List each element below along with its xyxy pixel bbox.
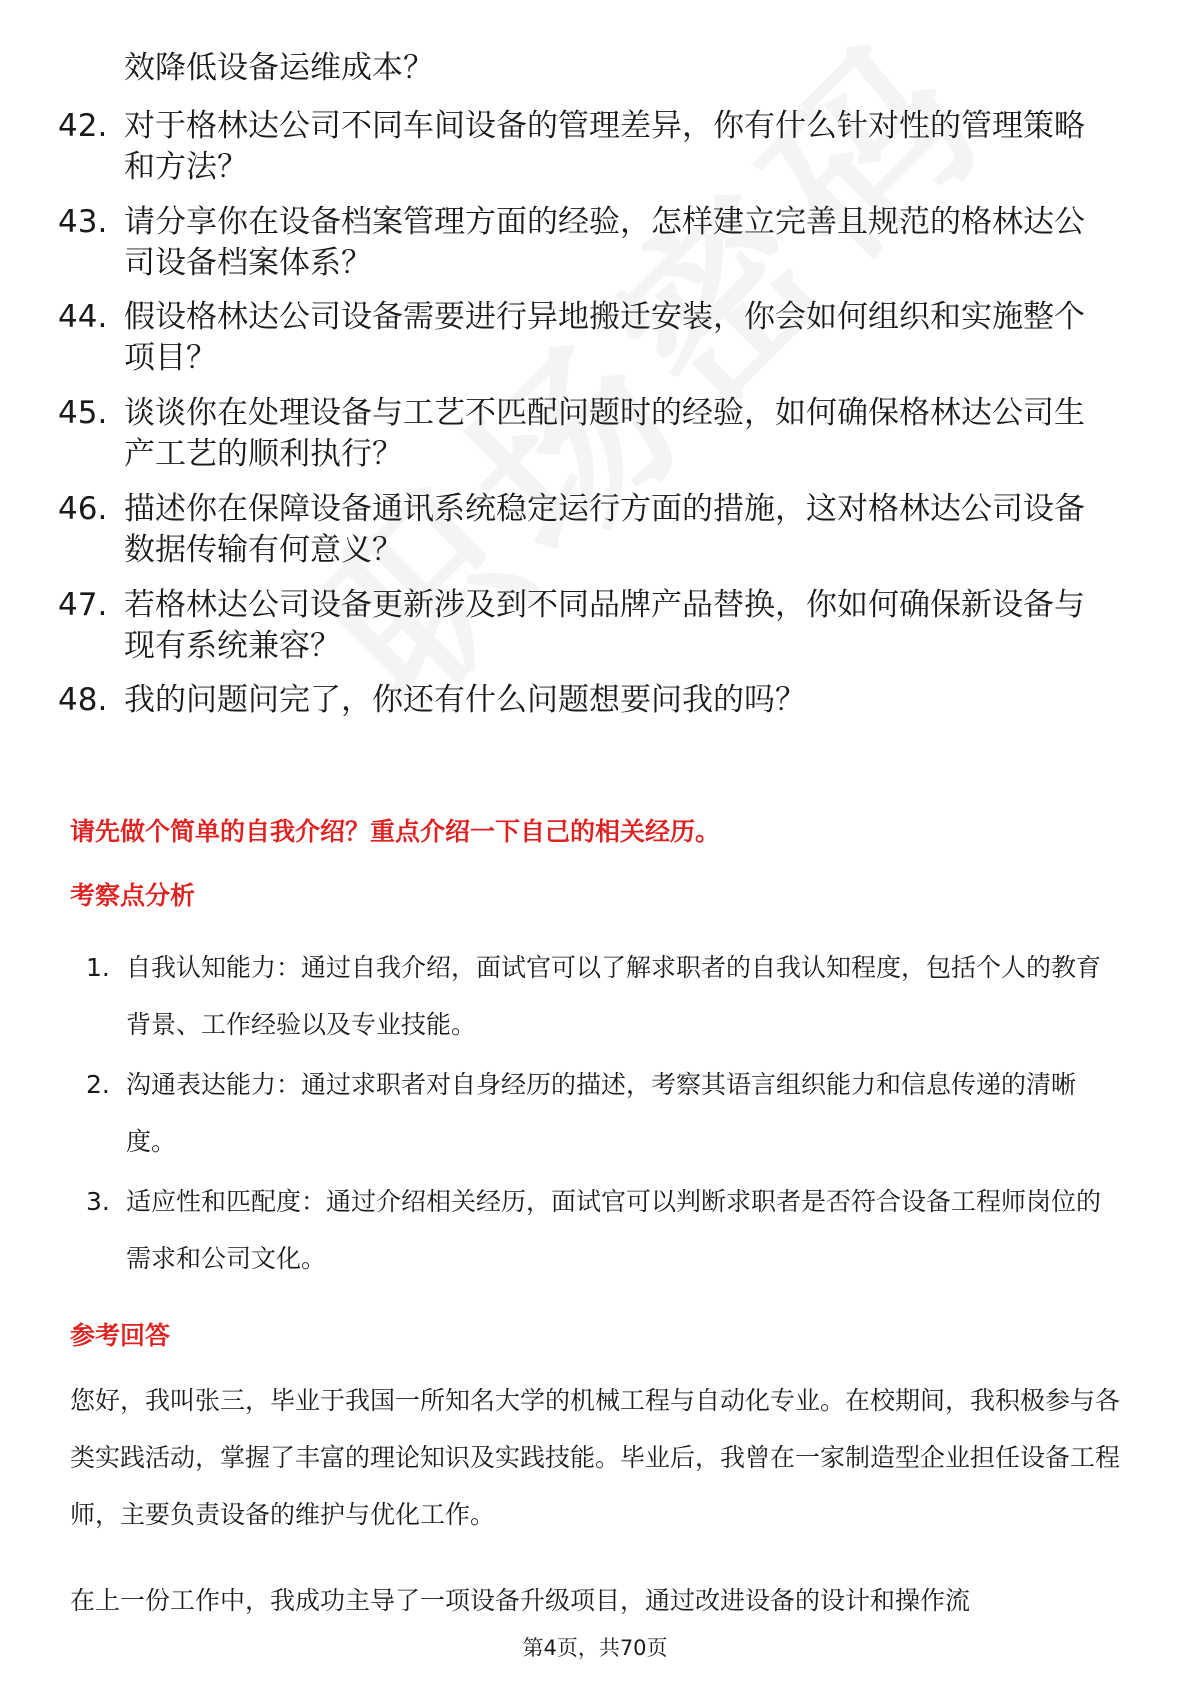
question-number: 48. <box>58 682 108 718</box>
question-item <box>58 106 1108 188</box>
answer-paragraph: 您好，我叫张三，毕业于我国一所知名大学的机械工程与自动化专业。在校期间，我积极参与各类实践活动，掌握了丰富的理论知识及实践技能。毕业后，我曾在一家制造型企业担任设备工程师，主要负责设备的维护与优化工作。 <box>70 1386 1121 1529</box>
question-number: 44. <box>58 299 108 335</box>
question-number: 46. <box>58 491 108 527</box>
question-text: 描述你在保障设备通讯系统稳定运行方面的措施，这对格林达公司设备数据传输有何意义？ <box>124 491 1085 568</box>
question-text: 谈谈你在处理设备与工艺不匹配问题时的经验，如何确保格林达公司生产工艺的顺利执行？ <box>124 395 1085 472</box>
featured-question: 请先做个简单的自我介绍？重点介绍一下自己的相关经历。 <box>70 817 721 846</box>
point-text: 沟通表达能力：通过求职者对自身经历的描述，考察其语言组织能力和信息传递的清晰度。 <box>126 1070 1077 1156</box>
question-item <box>58 585 1108 667</box>
point-text: 自我认知能力：通过自我介绍，面试官可以了解求职者的自我认知程度，包括个人的教育背景、工作经验以及专业技能。 <box>126 953 1102 1039</box>
question-text: 若格林达公司设备更新涉及到不同品牌产品替换，你如何确保新设备与现有系统兼容？ <box>124 587 1085 664</box>
question-item <box>58 297 1108 379</box>
analysis-point <box>70 1173 1120 1287</box>
point-number: 3. <box>86 1187 110 1216</box>
answer-paragraph: 在上一份工作中，我成功主导了一项设备升级项目，通过改进设备的设计和操作流 <box>70 1586 971 1615</box>
point-number: 2. <box>86 1070 110 1099</box>
analysis-heading: 考察点分析 <box>70 881 196 910</box>
continuation-text: 效降低设备运维成本？ <box>124 50 434 86</box>
point-text: 适应性和匹配度：通过介绍相关经历，面试官可以判断求职者是否符合设备工程师岗位的需求和公司文化。 <box>126 1187 1102 1273</box>
question-item <box>58 393 1108 475</box>
question-continuation <box>58 48 1108 89</box>
page-footer: 第4页，共70页 <box>522 1636 668 1660</box>
answer-heading: 参考回答 <box>70 1321 171 1350</box>
question-number: 43. <box>58 204 108 240</box>
question-item <box>58 680 1108 721</box>
question-number: 47. <box>58 587 108 623</box>
analysis-point <box>70 939 1120 1053</box>
question-item <box>58 489 1108 571</box>
point-number: 1. <box>86 953 110 982</box>
question-number: 42. <box>58 108 108 144</box>
question-text: 假设格林达公司设备需要进行异地搬迁安装，你会如何组织和实施整个项目？ <box>124 299 1085 376</box>
question-text: 请分享你在设备档案管理方面的经验，怎样建立完善且规范的格林达公司设备档案体系？ <box>124 204 1085 281</box>
analysis-point <box>70 1056 1120 1170</box>
question-number: 45. <box>58 395 108 431</box>
question-text: 对于格林达公司不同车间设备的管理差异，你有什么针对性的管理策略和方法？ <box>124 108 1085 185</box>
question-item <box>58 202 1108 284</box>
question-text: 我的问题问完了，你还有什么问题想要问我的吗？ <box>124 682 806 718</box>
